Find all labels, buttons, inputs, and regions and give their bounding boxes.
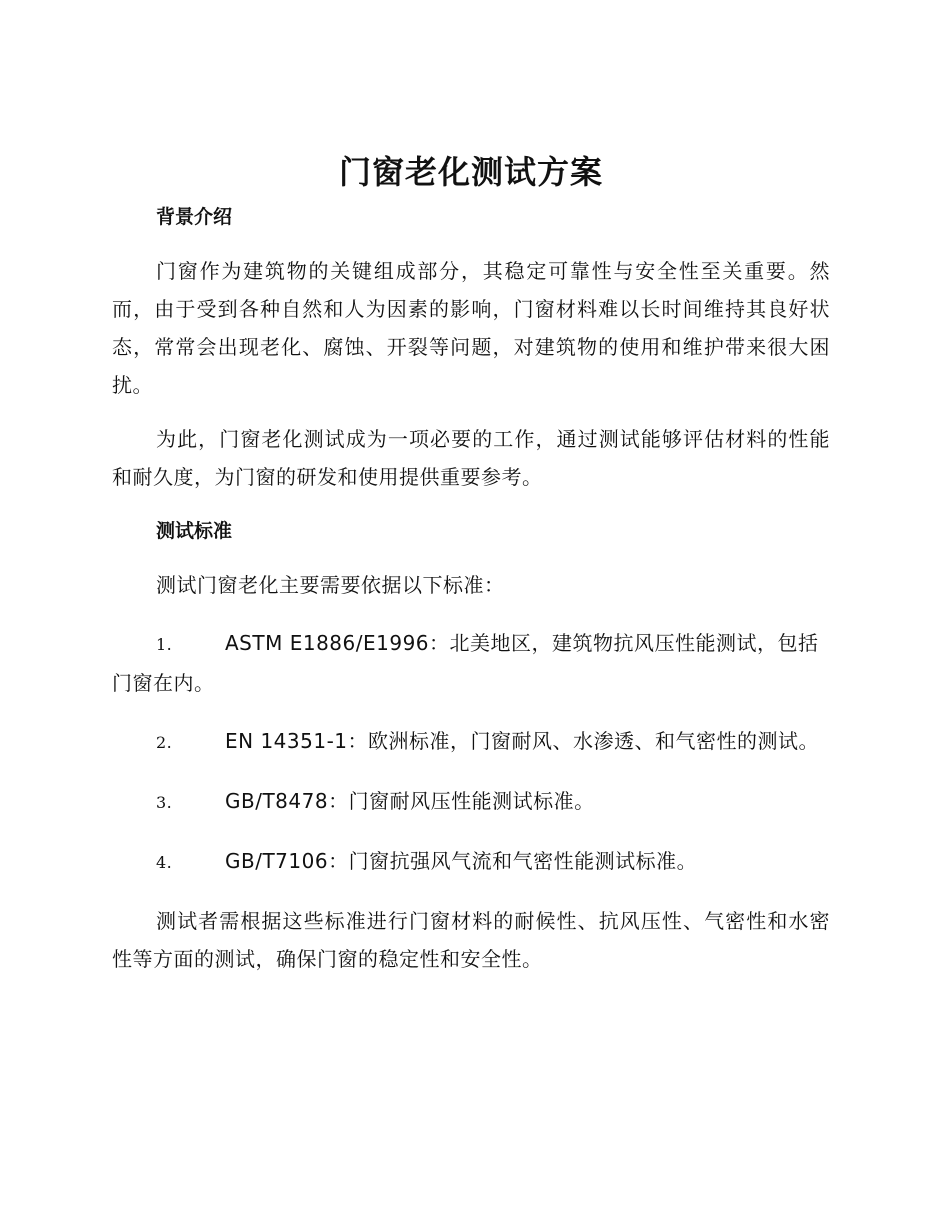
section-standards	[112, 512, 830, 978]
list-item	[112, 782, 830, 822]
list-text: EN 14351-1：欧洲标准，门窗耐风、水渗透、和气密性的测试。	[225, 729, 820, 753]
list-number: 3.	[156, 793, 173, 812]
section-background	[112, 198, 830, 496]
list-number: 2.	[156, 733, 173, 752]
document-body	[112, 150, 830, 994]
list-number: 4.	[156, 853, 173, 872]
paragraph: 门窗作为建筑物的关键组成部分，其稳定可靠性与安全性至关重要。然而，由于受到各种自然和人为因素的影响，门窗材料难以长时间维持其良好状态，常常会出现老化、腐蚀、开裂等问题，对建筑物的使用和维护带来很大困扰。	[112, 259, 830, 397]
standards-list	[112, 624, 830, 882]
paragraph: 为此，门窗老化测试成为一项必要的工作，通过测试能够评估材料的性能和耐久度，为门窗的研发和使用提供重要参考。	[112, 427, 830, 489]
list-text: GB/T8478：门窗耐风压性能测试标准。	[225, 789, 595, 813]
list-number: 1.	[156, 635, 173, 654]
section-heading: 背景介绍	[156, 206, 233, 228]
paragraph: 测试门窗老化主要需要依据以下标准：	[156, 573, 505, 597]
document-title: 门窗老化测试方案	[338, 153, 603, 191]
list-item	[112, 624, 830, 702]
list-text: GB/T7106：门窗抗强风气流和气密性能测试标准。	[225, 849, 698, 873]
list-text: ASTM E1886/E1996：北美地区，建筑物抗风压性能测试，包括门窗在内。	[112, 631, 819, 695]
list-item	[112, 722, 830, 762]
list-item	[112, 842, 830, 882]
section-heading: 测试标准	[156, 520, 233, 542]
paragraph: 测试者需根据这些标准进行门窗材料的耐候性、抗风压性、气密性和水密性等方面的测试，确保门窗的稳定性和安全性。	[112, 909, 830, 971]
